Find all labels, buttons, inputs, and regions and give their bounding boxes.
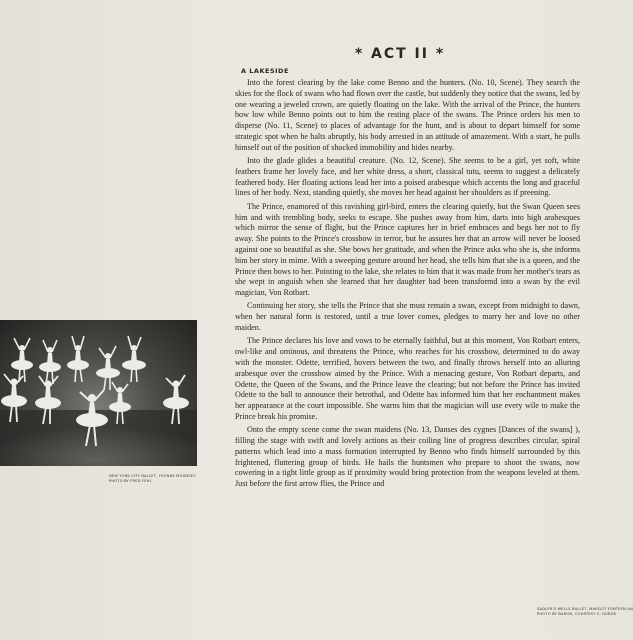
photo-caption-left-line2: PHOTO BY FRED FEHL (109, 479, 152, 483)
photo-caption-right-line1: SADLER'S WELLS BALLET, MARGOT FONTEYN AN (537, 607, 633, 611)
synopsis-text (235, 78, 580, 492)
photo-caption-left-line1: NEW YORK CITY BALLET, YVONNE MOUNSEY (109, 474, 196, 478)
act-title: * ACT II * (354, 46, 446, 62)
dancer (96, 346, 120, 390)
paragraph-1: Into the forest clearing by the lake come Benno and the hunters. (No. 10, Scene). They search the skies for the flock of swans who had flown over the castle, but suddenly they notice that the swans, led by one wearing a jeweled crown, are quietly floating on the lake. With the arrival of the Prince, the hunters bow low while Benno points out to him the resting place of the swans. The Prince orders his men to disperse (No. 11, Scene) to places of advantage for the hunt, and is about to depart himself for some strategic spot when he halts abruptly, his body arrested in an attitude of amazement. With a start, he pulls himself out of the position of shocked immobility and hides nearby. (235, 78, 580, 152)
dancer (67, 336, 89, 382)
paragraph-5: The Prince declares his love and vows to be eternally faithful, but at this moment, Von Rotbart enters, owl-like and ominous, and threatens the Prince, who reaches for his crossbow, determined to do away with the monster. Odette, terrified, hovers between the two, and finally throws herself into an alluring arabesque over the crossbow aimed by the Prince. With a menacing gesture, Von Rotbart departs, and Odette, the Queen of the Swans, and the Prince leave the clearing; but not before the Prince has invited Odette to the ball to announce their betrothal, and Odette has informed him that her enchantment makes her appearance at the court impossible. She warns him that the magician will use every wile to make the Prince break his promise. (235, 336, 580, 421)
ballet-photo (0, 320, 197, 466)
photo-caption-right-line2: PHOTO BY BARON, COURTESY S. HUROK (537, 612, 617, 616)
dancer (122, 336, 146, 382)
section-heading: A LAKESIDE (241, 67, 289, 75)
photo-caption-left (109, 474, 209, 484)
dancer (11, 338, 33, 382)
paragraph-2: Into the glade glides a beautiful creature. (No. 12, Scene). She seems to be a girl, yet soft, white feathers frame her lovely face, and her white dress, a short, classical tutu, seems to suggest a delicately feathered body. Her floating actions lead her into a poised arabesque which accents the long and graceful lines of her body. Next, standing quietly, she moves her head against her shoulders as if preening. (235, 156, 580, 198)
paragraph-6: Onto the empty scene come the swan maidens (No. 13, Danses des cygnes [Dances of the swans] ), filling the stage with swift and lovely actions as their coiling line of progress describes circular, spiral patterns which lead into a mass formation interrupted by Benno who finds himself surrounded by this frightened, fluttering group of birds. He hails the huntsmen who prepare to shoot the swans, now cowering in a tight little group as if proximity would bring protection from the weapons leveled at them. Just before the first arrow flies, the Prince and (235, 425, 580, 489)
paragraph-3: The Prince, enamored of this ravishing girl-bird, enters the clearing quietly, but the Swan Queen sees him and with trembling body, seeks to escape. She pushes away from him, darts into high arabesques which mirror the sense of flight, but the Prince captures her in brief embraces and begs her not to fly away. She points to the Prince's crossbow in terror, but he assures her that an arrow will never be loosed against one so beautiful as she. She bows her gratitude, and when the Prince asks who she is, she informs him her story in mime. With a sweeping gesture around her head, she tells him that she is a queen, and the Prince then bows to her. Pointing to the lake, she relates to him that it was made from her mother's tears as she wept in anguish when she learned that her daughter had been transformd into a swan by the evil magician, Von Rotbart. (235, 201, 580, 298)
paragraph-4: Continuing her story, she tells the Prince that she must remain a swan, except from midnight to dawn, when her natural form is restored, until a true lover comes, pledges to marry her and love no other maiden. (235, 301, 580, 333)
photo-caption-right (537, 607, 633, 617)
